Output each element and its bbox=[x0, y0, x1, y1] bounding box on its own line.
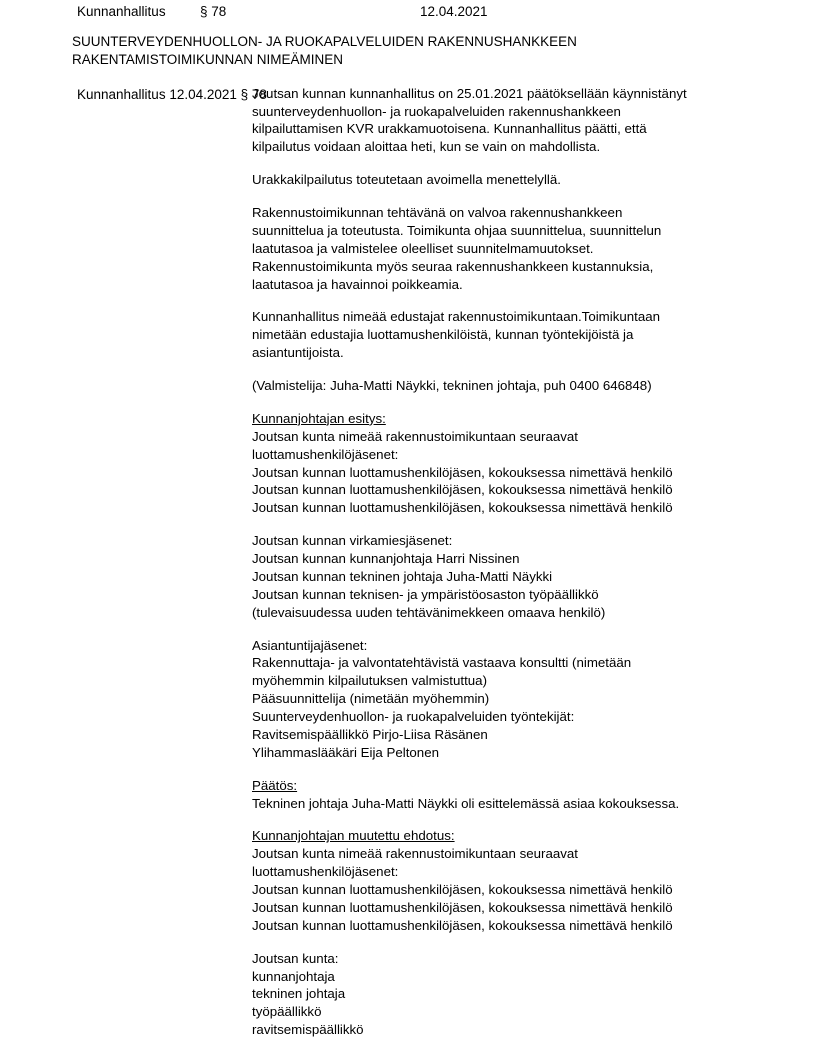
page-header bbox=[0, 0, 816, 19]
paragraph-preparer bbox=[252, 377, 752, 395]
text-line: luottamushenkilöjäsenet: bbox=[252, 446, 399, 462]
text-line: luottamushenkilöjäsenet: bbox=[252, 864, 399, 880]
text-line: Joutsan kunnan luottamushenkilöjäsen, kokouksessa nimettävä henkilö bbox=[252, 899, 673, 915]
text-line: (Valmistelija: Juha-Matti Näykki, tekninen johtaja, puh 0400 646848) bbox=[252, 378, 652, 393]
header-organ: Kunnanhallitus bbox=[77, 4, 166, 19]
heading-manager-proposal: Kunnanjohtajan esitys: bbox=[252, 410, 386, 426]
section-manager-proposal bbox=[252, 410, 752, 517]
text-line: Urakkakilpailutus toteutetaan avoimella menettelyllä. bbox=[252, 172, 561, 188]
text-line: (tulevaisuudessa uuden tehtävänimekkeen omaava henkilö) bbox=[252, 604, 606, 620]
text-line: Joutsan kunnan virkamiesjäsenet: bbox=[252, 533, 453, 549]
section-decision bbox=[252, 777, 752, 813]
text-line: Joutsan kunnan teknisen- ja ympäristöosaston työpäällikkö bbox=[252, 586, 599, 602]
text-line: työpäällikkö bbox=[252, 1004, 322, 1020]
text-line: Asiantuntijajäsenet: bbox=[252, 637, 368, 653]
heading-decision: Päätös: bbox=[252, 777, 298, 793]
text-line: Suunterveydenhuollon- ja ruokapalveluiden työntekijät: bbox=[252, 709, 575, 724]
text-line: suunnittelua ja toteutusta. Toimikunta ohjaa suunnittelua, suunnittelun bbox=[252, 222, 662, 238]
text-line: kilpailutus voidaan aloittaa heti, kun se vain on mahdollista. bbox=[252, 139, 601, 155]
paragraph-committee-tasks bbox=[252, 204, 752, 293]
list-municipality-roles bbox=[252, 950, 752, 1039]
text-line: Joutsan kunnan kunnanjohtaja Harri Nissinen bbox=[252, 551, 520, 566]
section-amended-proposal bbox=[252, 827, 752, 934]
text-line: ravitsemispäällikkö bbox=[252, 1022, 364, 1038]
text-line: Joutsan kunnan luottamushenkilöjäsen, kokouksessa nimettävä henkilö bbox=[252, 882, 673, 897]
text-line: suunterveydenhuollon- ja ruokapalveluiden rakennushankkeen bbox=[252, 103, 621, 119]
text-line: Joutsan kunta nimeää rakennustoimikuntaan seuraavat bbox=[252, 846, 578, 862]
text-line: Rakennuttaja- ja valvontatehtävistä vastaava konsultti (nimetään bbox=[252, 655, 632, 671]
text-line: Ylihammaslääkäri Eija Peltonen bbox=[252, 744, 439, 760]
document-body bbox=[0, 85, 816, 1039]
page-title-line-2: RAKENTAMISTOIMIKUNNAN NIMEÄMINEN bbox=[72, 51, 344, 67]
text-line: nimetään edustajia luottamushenkilöistä, kunnan työntekijöistä ja bbox=[252, 327, 634, 343]
paragraph-appointment bbox=[252, 308, 752, 362]
text-line: Joutsan kunnan kunnanhallitus on 25.01.2021 päätöksellään käynnistänyt bbox=[252, 85, 687, 101]
list-official-members bbox=[252, 532, 752, 621]
text-line: tekninen johtaja bbox=[252, 986, 346, 1002]
text-line: asiantuntijoista. bbox=[252, 345, 344, 361]
text-line: laatutasoa ja havainnoi poikkeamia. bbox=[252, 276, 463, 292]
text-line: Joutsan kunnan luottamushenkilöjäsen, kokouksessa nimettävä henkilö bbox=[252, 500, 673, 516]
text-line: kunnanjohtaja bbox=[252, 968, 335, 984]
text-line: Joutsan kunnan luottamushenkilöjäsen, kokouksessa nimettävä henkilö bbox=[252, 917, 673, 933]
paragraph-background bbox=[252, 85, 752, 157]
header-date: 12.04.2021 bbox=[420, 4, 488, 19]
page-title-line-1: SUUNTERVEYDENHUOLLON- JA RUOKAPALVELUIDEN RAKENNUSHANKKEEN bbox=[72, 34, 577, 49]
text-line: Kunnanhallitus nimeää edustajat rakennustoimikuntaan.Toimikuntaan bbox=[252, 309, 661, 325]
text-line: Joutsan kunta nimeää rakennustoimikuntaan seuraavat bbox=[252, 428, 578, 444]
text-line: Joutsan kunnan luottamushenkilöjäsen, kokouksessa nimettävä henkilö bbox=[252, 464, 673, 480]
text-line: Joutsan kunnan luottamushenkilöjäsen, kokouksessa nimettävä henkilö bbox=[252, 482, 673, 498]
heading-amended-proposal: Kunnanjohtajan muutettu ehdotus: bbox=[252, 828, 455, 844]
page-title bbox=[0, 33, 816, 69]
text-line: Rakennustoimikunta myös seuraa rakennushankkeen kustannuksia, bbox=[252, 258, 654, 274]
text-line: Tekninen johtaja Juha-Matti Näykki oli esittelemässä asiaa kokouksessa. bbox=[252, 795, 680, 811]
text-line: Joutsan kunta: bbox=[252, 950, 339, 966]
paragraph-procurement bbox=[252, 171, 752, 189]
list-expert-members bbox=[252, 637, 752, 762]
text-line: myöhemmin kilpailutuksen valmistuttua) bbox=[252, 673, 488, 689]
text-line: laatutasoa ja valmistelee oleelliset suunnitelmamuutokset. bbox=[252, 240, 594, 256]
text-line: Joutsan kunnan tekninen johtaja Juha-Matti Näykki bbox=[252, 568, 553, 584]
text-line: Ravitsemispäällikkö Pirjo-Liisa Räsänen bbox=[252, 726, 488, 742]
text-line: Pääsuunnittelija (nimetään myöhemmin) bbox=[252, 691, 490, 707]
meta-line: Kunnanhallitus 12.04.2021 § 78 bbox=[77, 86, 267, 102]
header-section: § 78 bbox=[200, 4, 227, 19]
text-line: Rakennustoimikunnan tehtävänä on valvoa rakennushankkeen bbox=[252, 205, 623, 220]
text-line: kilpailuttamisen KVR urakkamuotoisena. Kunnanhallitus päätti, että bbox=[252, 121, 647, 137]
